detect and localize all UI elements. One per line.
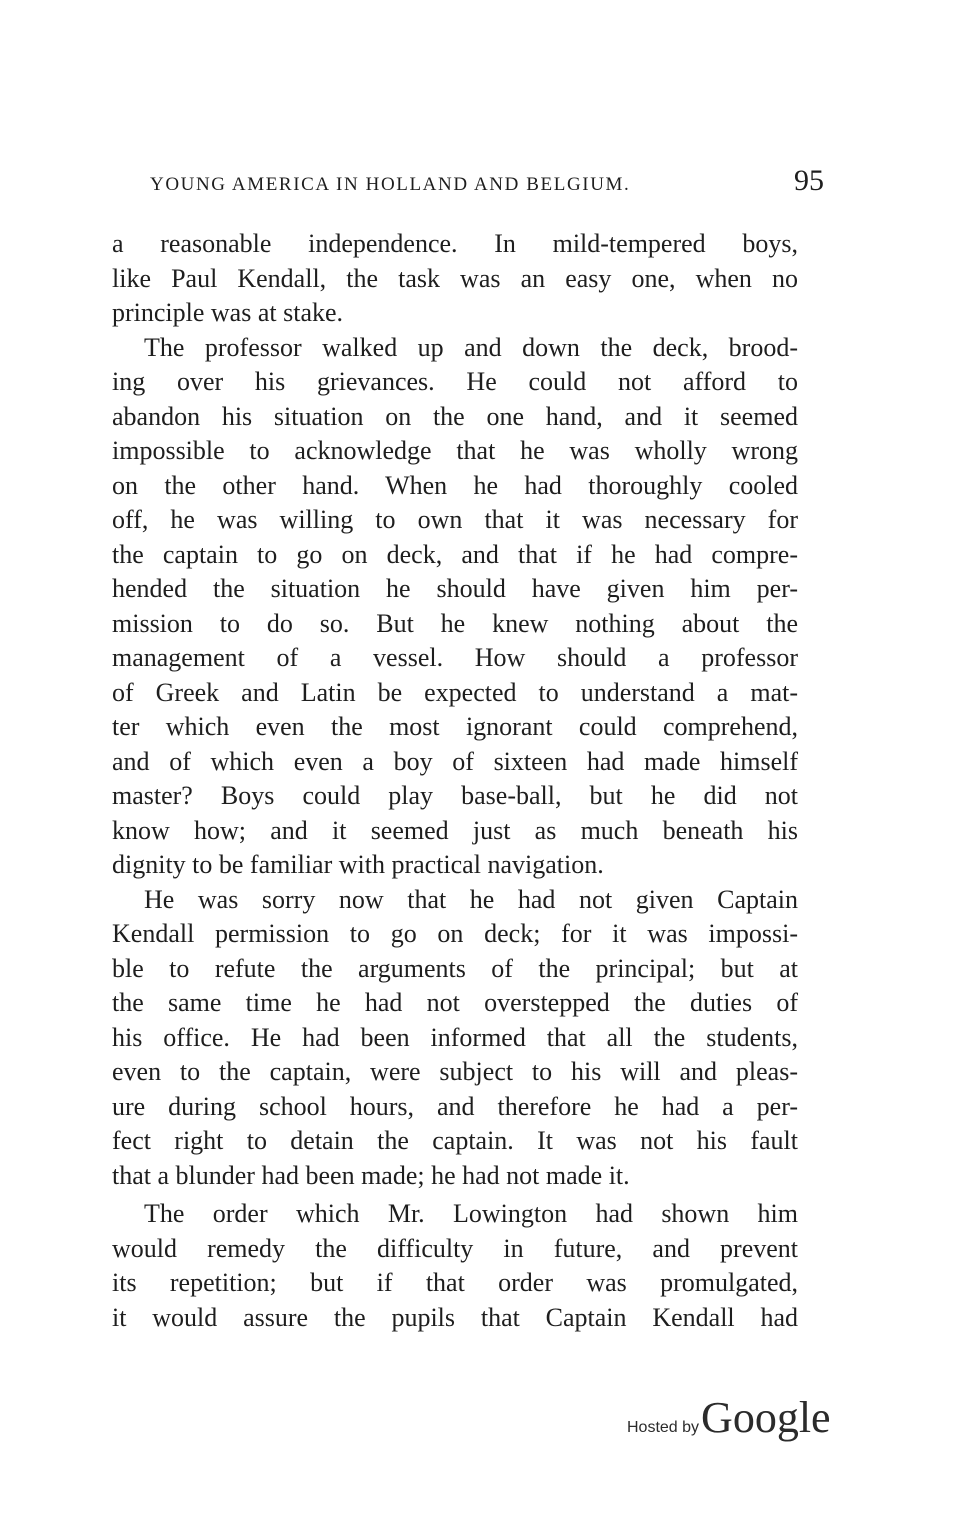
text-line: mission to do so. But he knew nothing about the — [112, 608, 798, 638]
text-line: He was sorry now that he had not given Captain — [144, 884, 798, 914]
hosted-by-label: Hosted by — [627, 1419, 700, 1436]
text-line: would remedy the difficulty in future, and prevent — [112, 1233, 798, 1263]
text-line: The professor walked up and down the deck, brood- — [144, 332, 798, 362]
text-line: principle was at stake. — [112, 298, 344, 327]
text-line: ing over his grievances. He could not afford to — [112, 367, 798, 396]
text-line: off, he was willing to own that it was necessary for — [112, 505, 798, 534]
google-logo: Google — [701, 1393, 831, 1442]
text-line: Kendall permission to go on deck; for it was impossi- — [112, 919, 798, 948]
text-line: the captain to go on deck, and that if he had compre- — [112, 539, 798, 569]
text-line: its repetition; but if that order was promulgated, — [112, 1268, 798, 1297]
text-line: a reasonable independence. In mild-tempered boys, — [112, 229, 798, 258]
text-line: ure during school hours, and therefore he had a per- — [112, 1091, 798, 1121]
page-number: 95 — [794, 164, 824, 197]
paragraph — [112, 883, 798, 1194]
text-line: master? Boys could play base-ball, but he did not — [112, 781, 798, 810]
text-line: The order which Mr. Lowington had shown him — [144, 1199, 798, 1228]
text-line: impossible to acknowledge that he was wholly wrong — [112, 436, 798, 465]
running-head — [150, 166, 824, 202]
text-line: his office. He had been informed that all the students, — [112, 1022, 798, 1052]
running-title: YOUNG AMERICA IN HOLLAND AND BELGIUM. — [150, 174, 631, 195]
text-line: even to the captain, were subject to his will and pleas- — [112, 1057, 798, 1086]
text-line: management of a vessel. How should a professor — [112, 643, 798, 672]
text-line: hended the situation he should have given him per- — [112, 574, 798, 603]
text-line: fect right to detain the captain. It was not his fault — [112, 1126, 798, 1155]
text-line: know how; and it seemed just as much beneath his — [112, 815, 798, 845]
text-line: and of which even a boy of sixteen had made himself — [112, 746, 798, 776]
text-line: it would assure the pupils that Captain Kendall had — [112, 1302, 798, 1332]
text-line: of Greek and Latin be expected to understand a mat- — [112, 677, 798, 707]
paragraph — [112, 1197, 798, 1335]
text-line: ble to refute the arguments of the principal; but at — [112, 953, 798, 983]
paragraph — [112, 331, 798, 883]
text-line: abandon his situation on the one hand, and it seemed — [112, 401, 798, 431]
body-text — [112, 227, 798, 1335]
text-line: that a blunder had been made; he had not made it. — [112, 1160, 630, 1190]
hosted-by-watermark — [627, 1393, 831, 1442]
text-line: like Paul Kendall, the task was an easy one, when no — [112, 263, 798, 293]
text-line: dignity to be familiar with practical navigation. — [112, 850, 604, 879]
text-line: the same time he had not overstepped the duties of — [112, 988, 798, 1017]
text-line: ter which even the most ignorant could comprehend, — [112, 712, 798, 741]
paragraph — [112, 227, 798, 331]
text-line: on the other hand. When he had thoroughly cooled — [112, 470, 798, 500]
